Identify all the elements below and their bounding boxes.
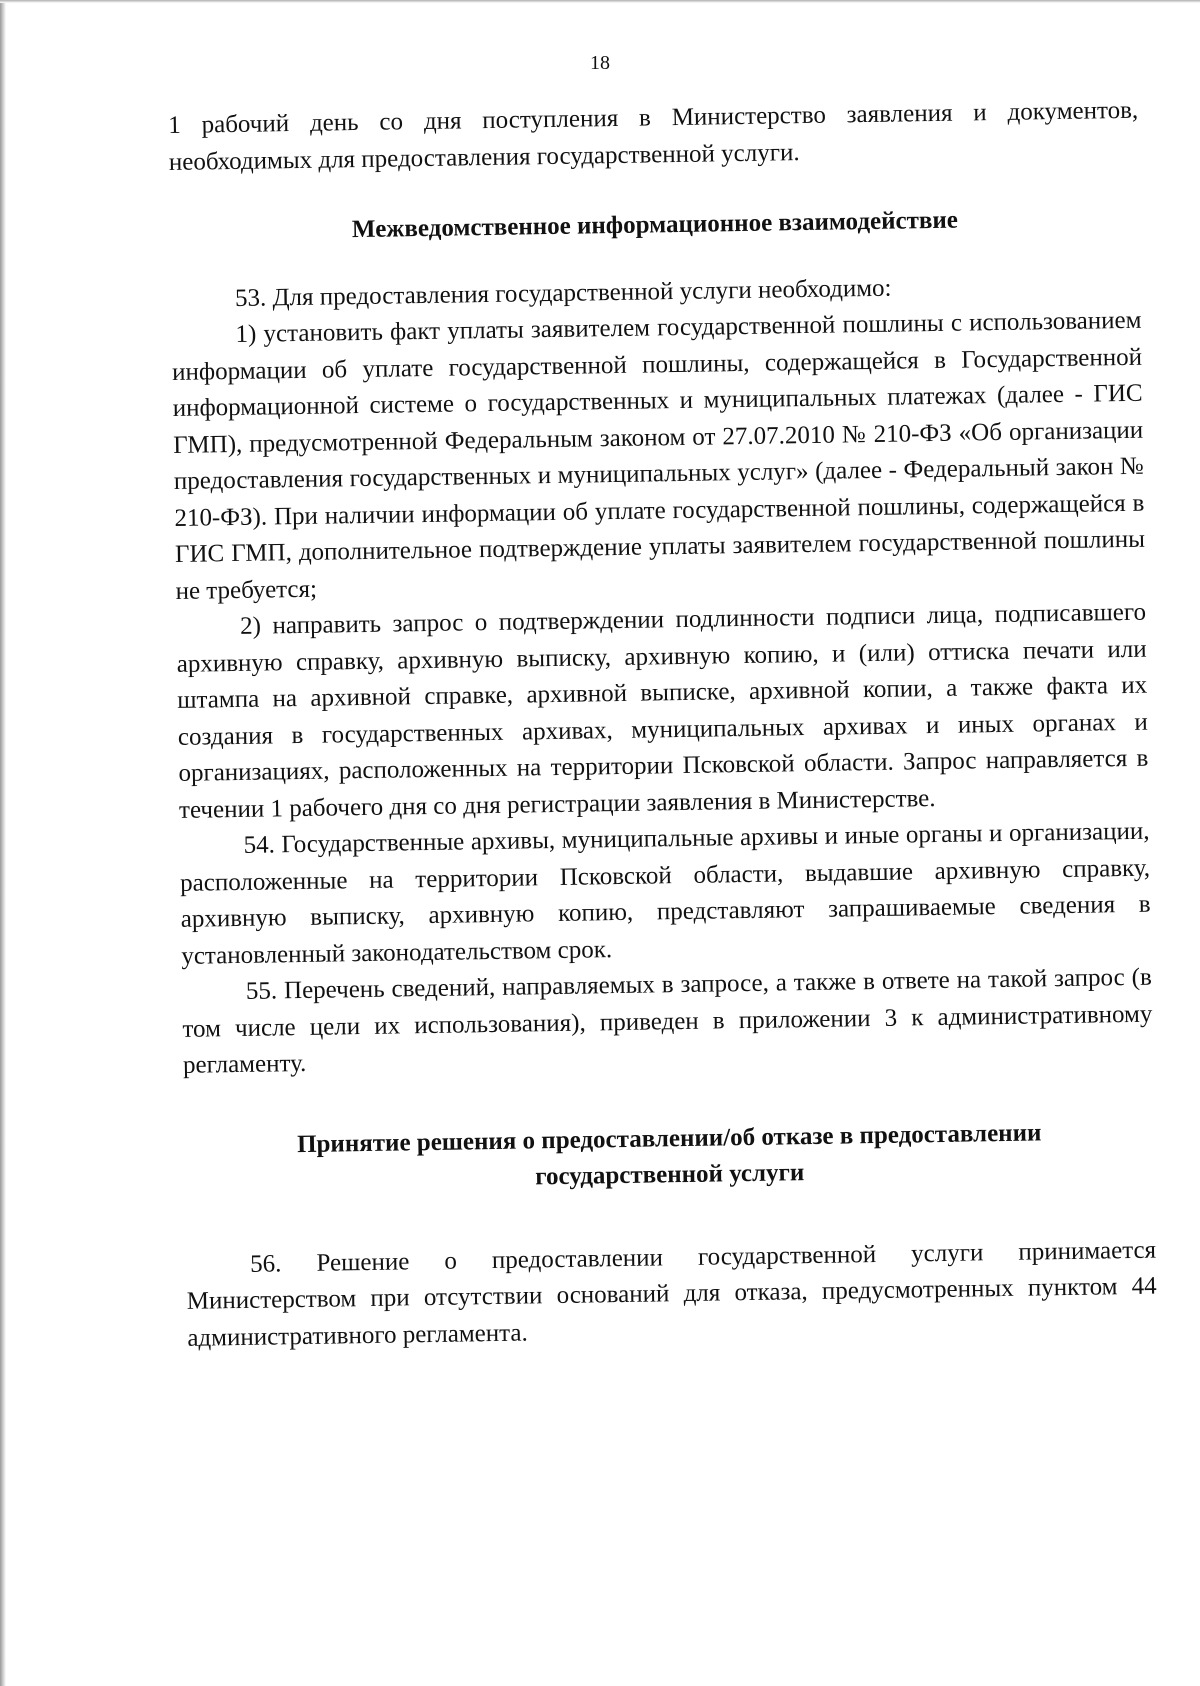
- document-body: [168, 93, 1157, 1357]
- intro-paragraph: 1 рабочий день со дня поступления в Министерство заявления и документов, необходимых для предоставления государственной услуги.: [168, 96, 1139, 176]
- paragraph-53-item-1: 1) установить факт уплаты заявителем государственной пошлины с использованием информации об уплате государственной пошлины, содержащейся в Государственной информационной системе о государственных и муниципальных платежах (далее - ГИС ГМП), предусмотренной Федеральным законом от 27.07.2010 № 210-ФЗ «Об организации предоставления государственных и муниципальных услуг» (далее - Федеральный закон № 210-ФЗ). При наличии информации об уплате государственной пошлины, содержащейся в ГИС ГМП, дополнительное подтверждение уплаты заявителем государственной пошлины не требуется;: [171, 306, 1146, 605]
- section-heading-decision-line1: Принятие решения о предоставлении/об отказе в предоставлении: [296, 1118, 1042, 1158]
- page-number: 18: [590, 52, 610, 74]
- section-heading-interagency: Межведомственное информационное взаимодействие: [351, 206, 959, 244]
- paragraph-54: 54. Государственные архивы, муниципальные архивы и иные органы и организации, расположенные на территории Псковской области, выдавшие архивную справку, архивную выписку, архивную копию, представляют запрашиваемые сведения в установленный законодательством срок.: [179, 817, 1151, 970]
- paragraph-53-item-2: 2) направить запрос о подтверждении подлинности подписи лица, подписавшего архивную справку, архивную выписку, архивную копию, и (или) оттиска печати или штампа на архивной справке, архивной выписке, архивной копии, а также факта их создания в государственных архивах, муниципальных архивах и иных органах и организациях, расположенных на территории Псковской области. Запрос направляется в течении 1 рабочего дня со дня регистрации заявления в Министерстве.: [176, 598, 1149, 824]
- scan-edge-top: [0, 0, 1200, 3]
- paragraph-55: 55. Перечень сведений, направляемых в запросе, а также в ответе на такой запрос (в том числе цели их использования), приведен в приложении 3 к административному регламенту.: [182, 963, 1153, 1079]
- paragraph-53: 53. Для предоставления государственной услуги необходимо:: [234, 274, 892, 312]
- scan-edge: [0, 0, 6, 1686]
- section-heading-decision-line2: государственной услуги: [535, 1159, 805, 1191]
- paragraph-56: 56. Решение о предоставлении государственной услуги принимается Министерством при отсутствии оснований для отказа, предусмотренных пунктом 44 административного регламента.: [186, 1236, 1157, 1352]
